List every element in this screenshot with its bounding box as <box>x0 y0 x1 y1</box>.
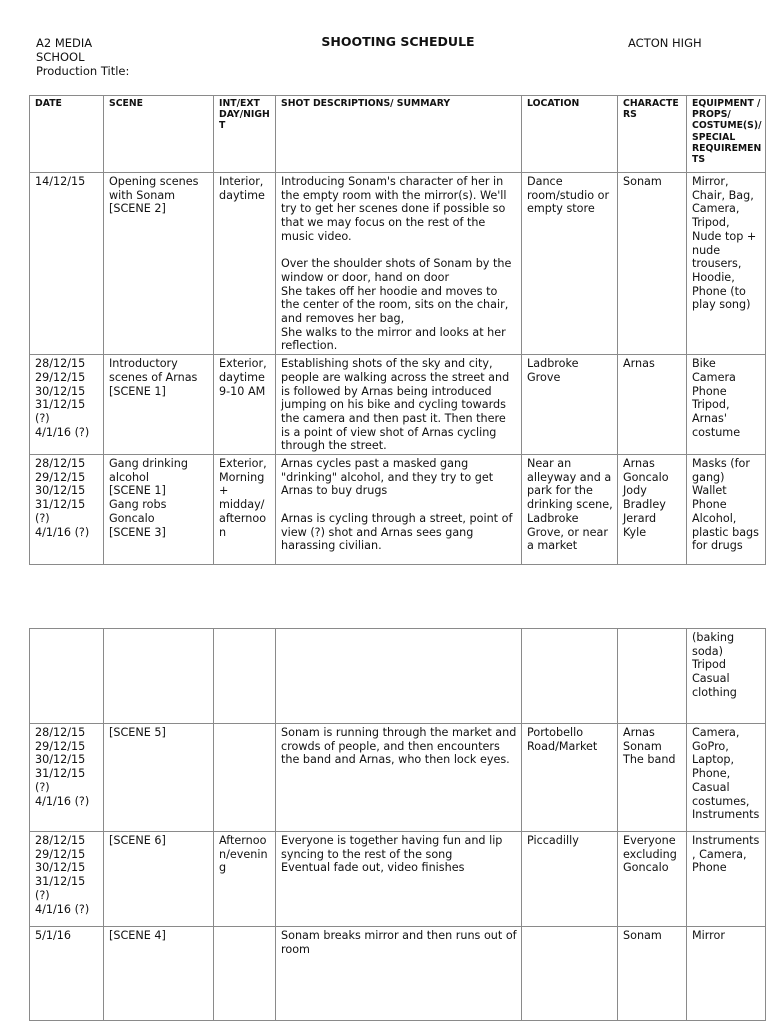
location-cell: Piccadilly <box>522 832 618 927</box>
table-row <box>30 629 766 724</box>
column-header-scene: SCENE <box>104 96 214 173</box>
date-cell: 14/12/15 <box>30 173 104 355</box>
description-cell: Introducing Sonam's character of her in the empty room with the mirror(s). We'll try to get her scenes done if possible so that we may focus on the rest of the music video. Over the shoulder shots of Sonam by the window or door, hand on door She takes off her hoodie and moves to the center of the room, sits on the chair, and removes her bag, She walks to the mirror and looks at her reflection. <box>276 173 522 355</box>
description-cell <box>276 629 522 724</box>
description-cell: Arnas cycles past a masked gang "drinking" alcohol, and they try to get Arnas to buy drugs Arnas is cycling through a street, point of view (?) shot and Arnas sees gang harassing civilian. <box>276 455 522 565</box>
table-row <box>30 455 766 565</box>
equipment-cell: Mirror, Chair, Bag, Camera, Tripod, Nude top + nude trousers, Hoodie, Phone (to play song) <box>687 173 766 355</box>
table-header-row <box>30 96 766 173</box>
location-cell: Portobello Road/Market <box>522 724 618 832</box>
table-row <box>30 927 766 1021</box>
equipment-cell: Camera, GoPro, Laptop, Phone, Casual costumes, Instruments <box>687 724 766 832</box>
schedule-table-body <box>30 629 766 1021</box>
characters-cell <box>618 629 687 724</box>
table-row <box>30 832 766 927</box>
int-ext-cell <box>214 629 276 724</box>
equipment-cell: Instruments, Camera, Phone <box>687 832 766 927</box>
characters-cell: Arnas <box>618 355 687 455</box>
column-header-characters: CHARACTERS <box>618 96 687 173</box>
table-row <box>30 724 766 832</box>
school-line-1: A2 MEDIA <box>36 36 93 50</box>
scene-cell: [SCENE 6] <box>104 832 214 927</box>
characters-cell: Arnas Sonam The band <box>618 724 687 832</box>
column-header-equipment: EQUIPMENT / PROPS/ COSTUME(S)/ SPECIAL REQUIREMENTS <box>687 96 766 173</box>
school-line-2: SCHOOL <box>36 50 85 64</box>
int-ext-cell: Exterior, Morning + midday/ afternoon <box>214 455 276 565</box>
description-cell: Sonam is running through the market and crowds of people, and then encounters the band and Arnas, who then lock eyes. <box>276 724 522 832</box>
schedule-table-body <box>30 173 766 565</box>
characters-cell: Everyone excluding Goncalo <box>618 832 687 927</box>
equipment-cell: (baking soda) Tripod Casual clothing <box>687 629 766 724</box>
scene-cell: [SCENE 5] <box>104 724 214 832</box>
location-cell <box>522 629 618 724</box>
description-cell: Sonam breaks mirror and then runs out of room <box>276 927 522 1021</box>
int-ext-cell: Afternoon/evening <box>214 832 276 927</box>
equipment-cell: Masks (for gang) Wallet Phone Alcohol, plastic bags for drugs <box>687 455 766 565</box>
schedule-table-page-2 <box>29 628 766 1021</box>
location-cell: Dance room/studio or empty store <box>522 173 618 355</box>
column-header-date: DATE <box>30 96 104 173</box>
location-cell: Near an alleyway and a park for the drinking scene, Ladbroke Grove, or near a market <box>522 455 618 565</box>
int-ext-cell <box>214 927 276 1021</box>
date-cell: 28/12/15 29/12/15 30/12/15 31/12/15 (?) 4/1/16 (?) <box>30 724 104 832</box>
equipment-cell: Bike Camera Phone Tripod, Arnas' costume <box>687 355 766 455</box>
school-label <box>36 36 146 78</box>
characters-cell: Sonam <box>618 927 687 1021</box>
production-title-label: Production Title: <box>36 64 130 78</box>
scene-cell: Opening scenes with Sonam [SCENE 2] <box>104 173 214 355</box>
scene-cell <box>104 629 214 724</box>
school-name: ACTON HIGH <box>628 36 702 50</box>
scene-cell: Gang drinking alcohol [SCENE 1] Gang robs Goncalo [SCENE 3] <box>104 455 214 565</box>
date-cell: 5/1/16 <box>30 927 104 1021</box>
document-title: SHOOTING SCHEDULE <box>321 34 475 49</box>
date-cell: 28/12/15 29/12/15 30/12/15 31/12/15 (?) 4/1/16 (?) <box>30 832 104 927</box>
characters-cell: Sonam <box>618 173 687 355</box>
table-row <box>30 173 766 355</box>
column-header-location: LOCATION <box>522 96 618 173</box>
location-cell <box>522 927 618 1021</box>
location-cell: Ladbroke Grove <box>522 355 618 455</box>
scene-cell: Introductory scenes of Arnas [SCENE 1] <box>104 355 214 455</box>
column-header-description: SHOT DESCRIPTIONS/ SUMMARY <box>276 96 522 173</box>
description-cell: Establishing shots of the sky and city, people are walking across the street and is followed by Arnas being introduced jumping on his bike and cycling towards the camera and then past it. Then there is a point of view shot of Arnas cycling through the street. <box>276 355 522 455</box>
schedule-table-page-1 <box>29 95 766 565</box>
int-ext-cell: Exterior, daytime 9-10 AM <box>214 355 276 455</box>
date-cell <box>30 629 104 724</box>
int-ext-cell <box>214 724 276 832</box>
date-cell: 28/12/15 29/12/15 30/12/15 31/12/15 (?) 4/1/16 (?) <box>30 355 104 455</box>
description-cell: Everyone is together having fun and lip syncing to the rest of the song Eventual fade out, video finishes <box>276 832 522 927</box>
int-ext-cell: Interior, daytime <box>214 173 276 355</box>
date-cell: 28/12/15 29/12/15 30/12/15 31/12/15 (?) 4/1/16 (?) <box>30 455 104 565</box>
column-header-int-ext: INT/EXT DAY/NIGHT <box>214 96 276 173</box>
equipment-cell: Mirror <box>687 927 766 1021</box>
characters-cell: Arnas Goncalo Jody Bradley Jerard Kyle <box>618 455 687 565</box>
table-row <box>30 355 766 455</box>
scene-cell: [SCENE 4] <box>104 927 214 1021</box>
